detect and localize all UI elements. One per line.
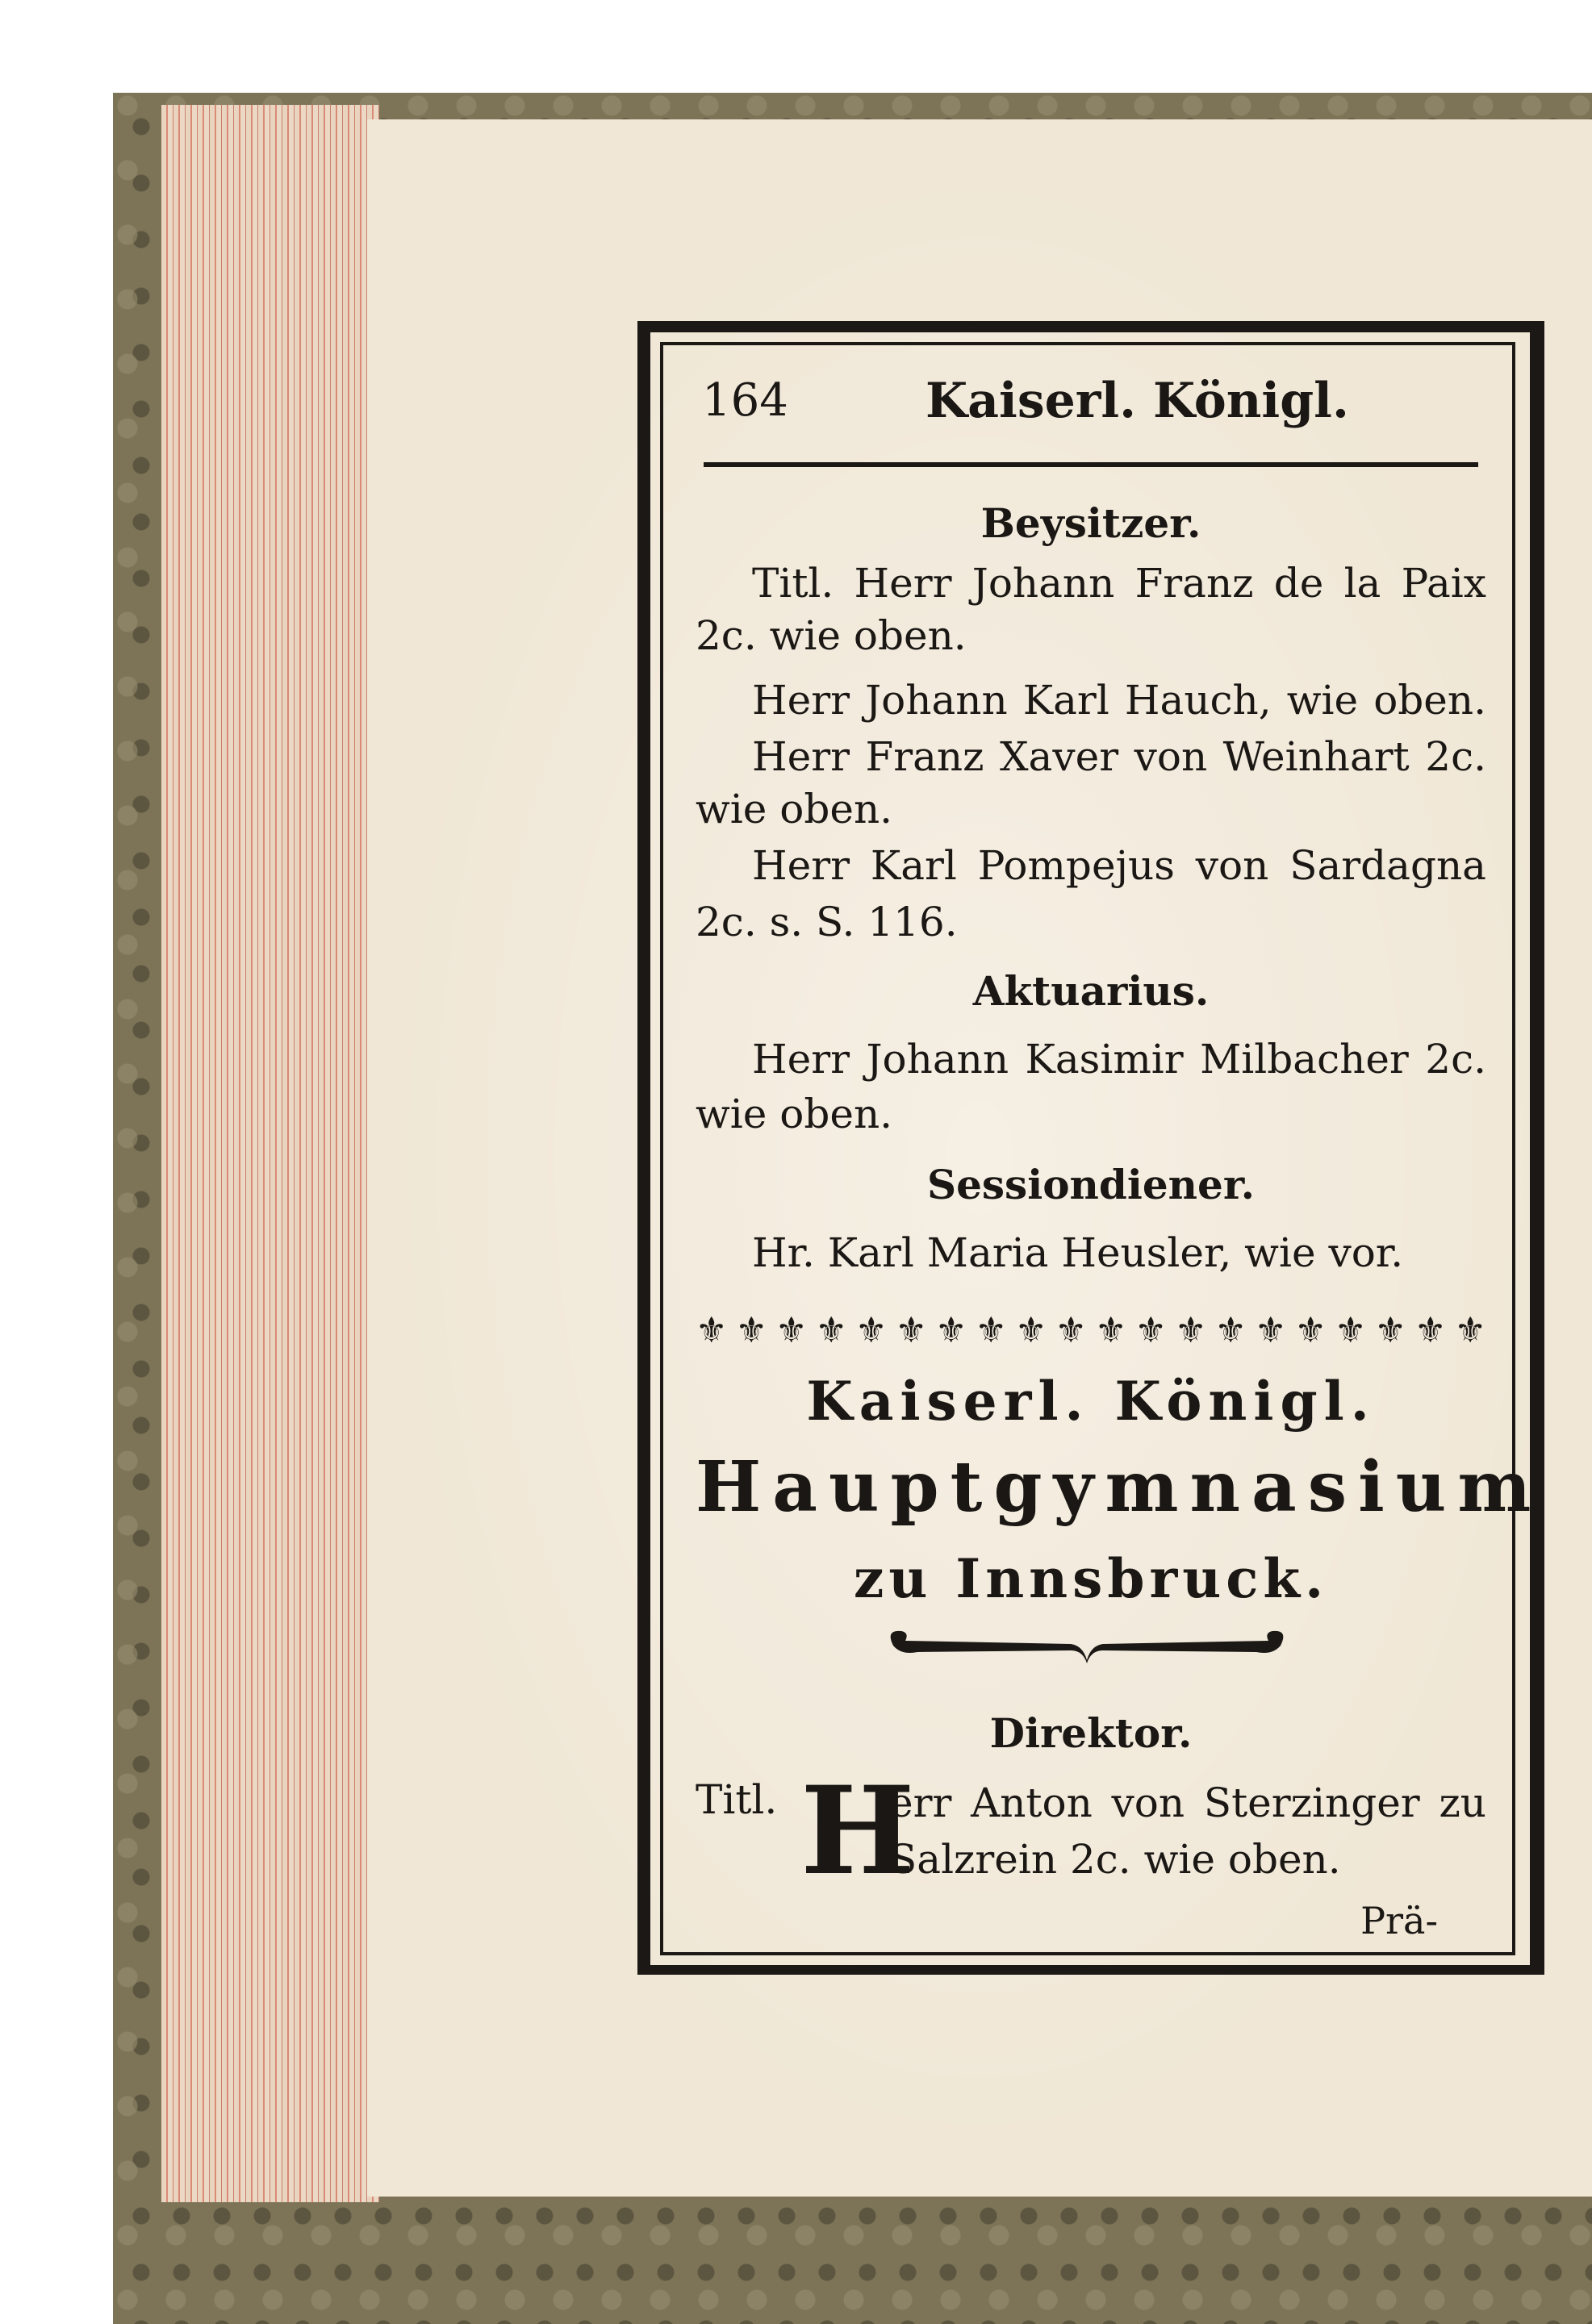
fleuron-icon: ⚜	[1414, 1309, 1447, 1351]
fleuron-icon: ⚜	[1374, 1309, 1406, 1351]
fleuron-icon: ⚜	[1095, 1309, 1127, 1351]
text-line: Titl. Herr Johann Franz de la Paix	[752, 560, 1486, 607]
ornament-row	[696, 1307, 1486, 1355]
fleuron-icon: ⚜	[975, 1309, 1007, 1351]
fleuron-icon: ⚜	[1055, 1309, 1087, 1351]
page-content	[696, 367, 1543, 1948]
heading-aktuarius: Aktuarius.	[972, 967, 1210, 1015]
fleuron-icon: ⚜	[1175, 1309, 1207, 1351]
title-line-3: zu Innsbruck.	[853, 1547, 1329, 1610]
fleuron-icon: ⚜	[1454, 1309, 1486, 1351]
fleuron-icon: ⚜	[775, 1309, 808, 1351]
page-header	[696, 367, 1486, 432]
text-line: Herr Johann Karl Hauch, wie oben.	[752, 677, 1486, 724]
text-line-prefix: Titl.	[696, 1776, 778, 1823]
fleuron-icon: ⚜	[1255, 1309, 1287, 1351]
title-line-2: Hauptgymnasium	[696, 1446, 1543, 1528]
text-line: Herr Johann Kasimir Milbacher 2c.	[752, 1036, 1486, 1083]
text-line: Hr. Karl Maria Heusler, wie vor.	[752, 1229, 1404, 1276]
fleuron-icon: ⚜	[696, 1309, 728, 1351]
fleuron-icon: ⚜	[815, 1309, 847, 1351]
text-line: 2c. wie oben.	[696, 612, 967, 659]
catchword: Prä-	[1360, 1899, 1438, 1942]
fleuron-icon: ⚜	[935, 1309, 967, 1351]
fleuron-icon: ⚜	[1015, 1309, 1047, 1351]
heading-sessiondiener: Sessiondiener.	[926, 1161, 1255, 1208]
title-line-1: Kaiserl. Königl.	[806, 1370, 1376, 1433]
header-rule	[704, 462, 1478, 467]
flourish-ornament	[877, 1621, 1297, 1670]
fleuron-icon: ⚜	[735, 1309, 767, 1351]
text-line: err Anton von Sterzinger zu	[889, 1780, 1486, 1826]
text-line: wie oben.	[696, 1091, 893, 1137]
page-edges	[161, 105, 379, 2202]
fleuron-icon: ⚜	[1214, 1309, 1247, 1351]
text-line: wie oben.	[696, 786, 893, 832]
fleuron-icon: ⚜	[1134, 1309, 1167, 1351]
text-line: Herr Karl Pompejus von Sardagna	[752, 842, 1486, 889]
text-line: Salzrein 2c. wie oben.	[889, 1836, 1341, 1883]
fleuron-icon: ⚜	[855, 1309, 888, 1351]
heading-direktor: Direktor.	[989, 1709, 1193, 1757]
fleuron-icon: ⚜	[1294, 1309, 1327, 1351]
fleuron-icon: ⚜	[1335, 1309, 1367, 1351]
text-line: 2c. s. S. 116.	[696, 899, 958, 945]
heading-beysitzer: Beysitzer.	[980, 499, 1201, 547]
fleuron-icon: ⚜	[895, 1309, 927, 1351]
running-head: Kaiserl. Königl.	[926, 373, 1349, 429]
text-line: Herr Franz Xaver von Weinhart 2c.	[752, 733, 1486, 780]
page-number: 164	[702, 374, 788, 427]
drop-cap: H	[800, 1760, 915, 1902]
